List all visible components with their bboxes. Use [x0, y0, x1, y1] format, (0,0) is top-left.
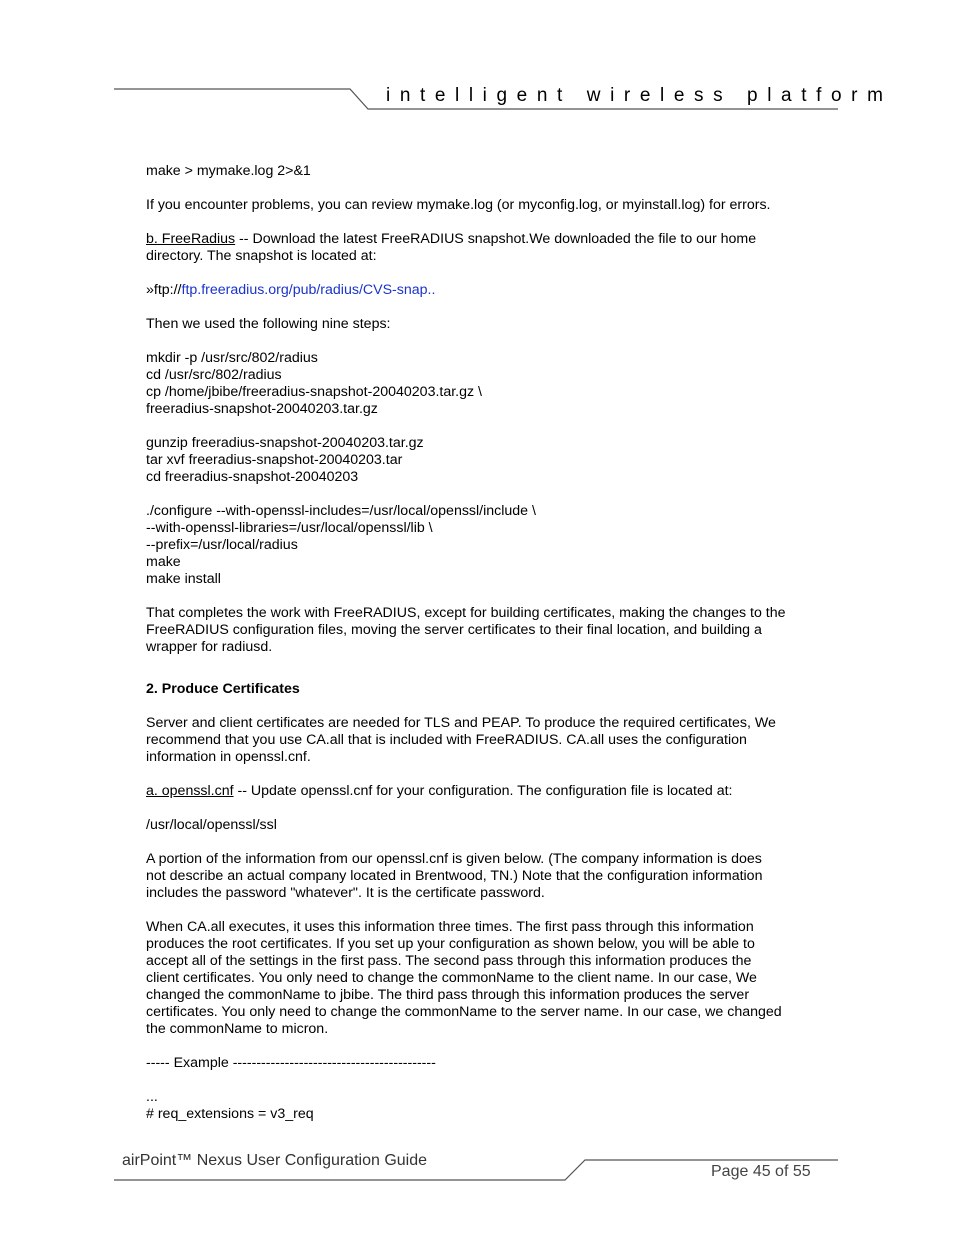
- ca-paragraph: [146, 919, 816, 1038]
- command-line: gunzip freeradius-snapshot-20040203.tar.gz: [146, 435, 424, 451]
- paragraph-line: certificates. You only need to change the commonName to the server name. In our case, we changed: [146, 1004, 782, 1020]
- command-block-2: [146, 435, 816, 486]
- paragraph-line: includes the password "whatever". It is the certificate password.: [146, 885, 545, 901]
- command-line: make install: [146, 571, 221, 587]
- complete-paragraph: [146, 605, 816, 656]
- paragraph-line: Server and client certificates are needed for TLS and PEAP. To produce the required certificates, We: [146, 715, 776, 731]
- certs-paragraph: [146, 715, 816, 766]
- portion-paragraph: [146, 851, 816, 902]
- paragraph-line: A portion of the information from our openssl.cnf is given below. (The company information is does: [146, 851, 762, 867]
- command-line: cd freeradius-snapshot-20040203: [146, 469, 359, 485]
- command-line: ./configure --with-openssl-includes=/usr/local/openssl/include \: [146, 503, 536, 519]
- footer-page-number: Page 45 of 55: [711, 1163, 811, 1180]
- paragraph-line: produces the root certificates. If you set up your configuration as shown below, you will be able to: [146, 936, 755, 952]
- command-line: mkdir -p /usr/src/802/radius: [146, 350, 318, 366]
- command-line: freeradius-snapshot-20040203.tar.gz: [146, 401, 378, 417]
- paragraph-line: When CA.all executes, it uses this information three times. The first pass through this information: [146, 919, 754, 935]
- paragraph-line: That completes the work with FreeRADIUS, except for building certificates, making the changes to the: [146, 605, 786, 621]
- openssl-text: -- Update openssl.cnf for your configuration. The configuration file is located at:: [233, 783, 733, 799]
- paragraph-line: changed the commonName to jbibe. The third pass through this information produces the server: [146, 987, 750, 1003]
- command-line: tar xvf freeradius-snapshot-20040203.tar: [146, 452, 403, 468]
- paragraph-line: client certificates. You only need to change the commonName to the client name. In our case, We: [146, 970, 757, 986]
- openssl-heading: a. openssl.cnf: [146, 783, 234, 799]
- footer-guide-title: airPoint™ Nexus User Configuration Guide: [122, 1152, 428, 1169]
- ftp-link[interactable]: ftp.freeradius.org/pub/radius/CVS-snap..: [181, 282, 436, 298]
- paragraph-line: FreeRADIUS configuration files, moving the server certificates to their final location, and building a: [146, 622, 762, 638]
- example-divider: ----- Example -------------------------------------------: [146, 1055, 436, 1071]
- freeradius-text: -- Download the latest FreeRADIUS snapshot.We downloaded the file to our home: [235, 231, 757, 247]
- steps-intro: Then we used the following nine steps:: [146, 316, 391, 332]
- paragraph-line: information in openssl.cnf.: [146, 749, 311, 765]
- ftp-line: [146, 282, 816, 299]
- command-block-1: [146, 350, 816, 418]
- paragraph-line: the commonName to micron.: [146, 1021, 329, 1037]
- command-line: cp /home/jbibe/freeradius-snapshot-20040203.tar.gz \: [146, 384, 482, 400]
- command-block-3: [146, 503, 816, 588]
- openssl-paragraph: [146, 783, 816, 800]
- document-body: [146, 163, 816, 1140]
- paragraph-line: recommend that you use CA.all that is included with FreeRADIUS. CA.all uses the configuration: [146, 732, 747, 748]
- freeradius-paragraph: [146, 231, 816, 265]
- ftp-prefix: »ftp://: [146, 282, 182, 298]
- ellipsis: ...: [146, 1089, 158, 1105]
- command-line: make > mymake.log 2>&1: [146, 163, 311, 179]
- command-line: cd /usr/src/802/radius: [146, 367, 282, 383]
- code-line: # req_extensions = v3_req: [146, 1106, 314, 1122]
- paragraph-line: not describe an actual company located in Brentwood, TN.) Note that the configuration information: [146, 868, 763, 884]
- section-heading: 2. Produce Certificates: [146, 681, 300, 697]
- ssl-path: /usr/local/openssl/ssl: [146, 817, 277, 833]
- command-line: --with-openssl-libraries=/usr/local/openssl/lib \: [146, 520, 433, 536]
- paragraph: If you encounter problems, you can review mymake.log (or myconfig.log, or myinstall.log) for errors.: [146, 197, 771, 213]
- freeradius-text-2: directory. The snapshot is located at:: [146, 248, 377, 264]
- paragraph-line: accept all of the settings in the first pass. The second pass through this information produces the: [146, 953, 752, 969]
- command-line: make: [146, 554, 181, 570]
- paragraph-line: wrapper for radiusd.: [146, 639, 273, 655]
- code-snippet: [146, 1089, 816, 1123]
- freeradius-heading: b. FreeRadius: [146, 231, 236, 247]
- command-line: --prefix=/usr/local/radius: [146, 537, 298, 553]
- header-title: intelligent wireless platform: [386, 85, 893, 106]
